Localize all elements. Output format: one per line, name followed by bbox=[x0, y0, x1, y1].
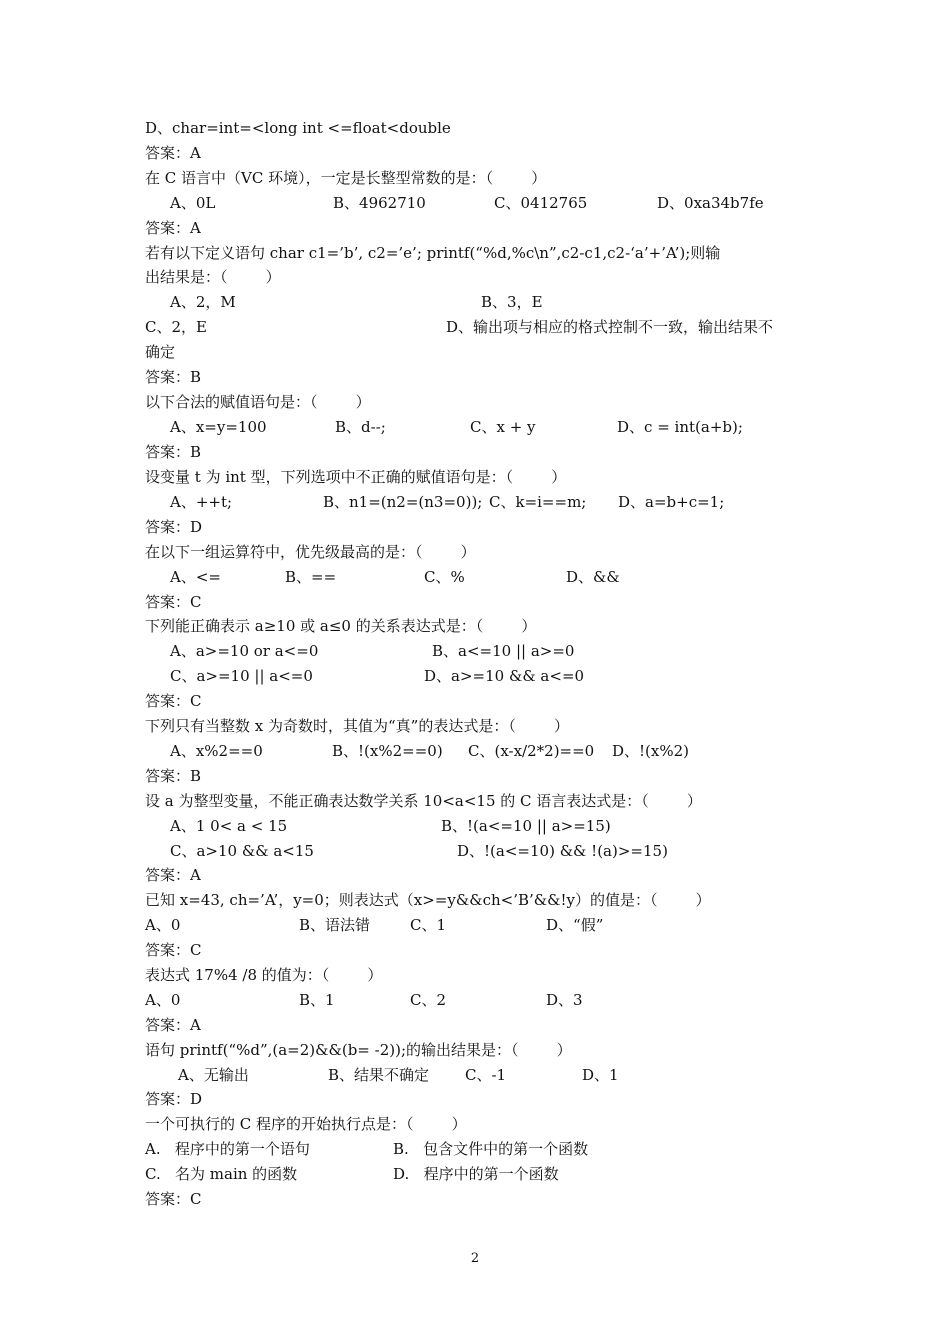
text-line: A、0 bbox=[145, 916, 181, 934]
text-line: A、0 bbox=[145, 991, 181, 1009]
text-line: D、0xa34b7fe bbox=[657, 194, 764, 212]
text-line: 表达式 17%4 /8 的值为：（ ） bbox=[145, 966, 383, 984]
text-line: A、x%2==0 bbox=[170, 742, 263, 760]
text-line: C、2 bbox=[410, 991, 447, 1009]
page-number: 2 bbox=[470, 1251, 480, 1266]
text-line: B、语法错 bbox=[299, 916, 371, 934]
text-line: 出结果是：（ ） bbox=[145, 268, 281, 286]
text-line: 确定 bbox=[145, 343, 176, 361]
text-line: C、1 bbox=[410, 916, 447, 934]
text-line: D、!(x%2) bbox=[612, 742, 690, 760]
text-line: 答案：B bbox=[145, 767, 202, 785]
text-line: B、!(x%2==0) bbox=[332, 742, 443, 760]
text-line: D、a=b+c=1; bbox=[618, 493, 725, 511]
text-line: 下列只有当整数 x 为奇数时，其值为“真”的表达式是：（ ） bbox=[145, 717, 569, 735]
text-line: C、(x-x/2*2)==0 bbox=[468, 742, 595, 760]
text-line: A、0L bbox=[170, 194, 216, 212]
text-line: D、!(a<=10) && !(a)>=15) bbox=[457, 842, 668, 860]
text-line: 答案：C bbox=[145, 692, 202, 710]
text-line: D. 程序中的第一个函数 bbox=[393, 1165, 559, 1183]
text-line: C、0412765 bbox=[494, 194, 588, 212]
text-line: D、输出项与相应的格式控制不一致，输出结果不 bbox=[446, 318, 774, 336]
text-line: 答案：C bbox=[145, 593, 202, 611]
text-line: D、c = int(a+b); bbox=[617, 418, 743, 436]
text-line: 答案：A bbox=[145, 219, 201, 237]
text-line: D、“假” bbox=[546, 916, 604, 934]
text-line: A、a>=10 or a<=0 bbox=[170, 642, 319, 660]
text-line: 答案：D bbox=[145, 518, 203, 536]
text-line: 答案：A bbox=[145, 1016, 201, 1034]
text-line: 在 C 语言中（VC 环境），一定是长整型常数的是：（ ） bbox=[145, 169, 547, 187]
text-line: 已知 x=43, ch=’A’，y=0；则表达式（x>=y&&ch<’B’&&!y）的值是：（ ） bbox=[145, 891, 711, 909]
text-line: A、++t; bbox=[170, 493, 233, 511]
text-line: A、x=y=100 bbox=[170, 418, 267, 436]
text-line: D、char=int=<long int <=float<double bbox=[145, 119, 451, 137]
text-line: 以下合法的赋值语句是：（ ） bbox=[145, 393, 371, 411]
text-line: 设 a 为整型变量，不能正确表达数学关系 10<a<15 的 C 语言表达式是：（ ） bbox=[145, 792, 702, 810]
text-line: C、a>=10 || a<=0 bbox=[170, 667, 313, 685]
text-line: C、k=i==m; bbox=[489, 493, 587, 511]
text-line: D、3 bbox=[546, 991, 583, 1009]
text-line: C. 名为 main 的函数 bbox=[145, 1165, 298, 1183]
text-line: 在以下一组运算符中，优先级最高的是：（ ） bbox=[145, 543, 476, 561]
text-line: A、2，M bbox=[170, 293, 236, 311]
text-line: A、<= bbox=[170, 568, 221, 586]
text-line: 答案：A bbox=[145, 866, 201, 884]
text-line: B、3，E bbox=[481, 293, 543, 311]
text-line: 答案：B bbox=[145, 443, 202, 461]
text-line: C、x + y bbox=[470, 418, 536, 436]
text-line: B、4962710 bbox=[333, 194, 426, 212]
text-line: D、&& bbox=[566, 568, 620, 586]
text-line: C、-1 bbox=[465, 1066, 507, 1084]
text-line: B、d--; bbox=[335, 418, 386, 436]
text-line: B、!(a<=10 || a>=15) bbox=[441, 817, 611, 835]
text-line: 答案：A bbox=[145, 144, 201, 162]
text-line: A. 程序中的第一个语句 bbox=[145, 1140, 310, 1158]
text-line: B、== bbox=[285, 568, 337, 586]
text-line: C、a>10 && a<15 bbox=[170, 842, 314, 860]
text-line: D、1 bbox=[582, 1066, 619, 1084]
text-line: B. 包含文件中的第一个函数 bbox=[393, 1140, 589, 1158]
text-line: 答案：D bbox=[145, 1090, 203, 1108]
text-line: 答案：B bbox=[145, 368, 202, 386]
text-line: 设变量 t 为 int 型，下列选项中不正确的赋值语句是：（ ） bbox=[145, 468, 567, 486]
text-line: A、1 0< a < 15 bbox=[170, 817, 288, 835]
text-line: 下列能正确表示 a≥10 或 a≤0 的关系表达式是：（ ） bbox=[145, 617, 537, 635]
text-line: D、a>=10 && a<=0 bbox=[424, 667, 585, 685]
text-line: 答案：C bbox=[145, 1190, 202, 1208]
text-line: C、% bbox=[424, 568, 465, 586]
text-line: A、无输出 bbox=[178, 1066, 249, 1084]
text-line: 若有以下定义语句 char c1=’b’, c2=’e’; printf(“%d,%c\n”,c2-c1,c2-‘a’+’A’);则输 bbox=[145, 244, 721, 262]
text-line: B、1 bbox=[299, 991, 335, 1009]
text-line: 语句 printf(“%d”,(a=2)&&(b= -2));的输出结果是：（ ） bbox=[145, 1041, 572, 1059]
text-line: C、2，E bbox=[145, 318, 207, 336]
text-line: 答案：C bbox=[145, 941, 202, 959]
text-line: 一个可执行的 C 程序的开始执行点是：（ ） bbox=[145, 1115, 467, 1133]
text-line: B、a<=10 || a>=0 bbox=[432, 642, 575, 660]
text-line: B、结果不确定 bbox=[328, 1066, 430, 1084]
text-line: B、n1=(n2=(n3=0)); bbox=[323, 493, 483, 511]
